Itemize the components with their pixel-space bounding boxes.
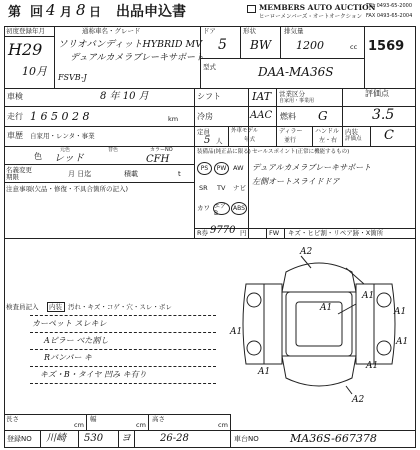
r-ticket-value: 9770	[210, 225, 236, 236]
ac-value: AAC	[250, 110, 273, 121]
header-round-label: 回	[30, 5, 44, 20]
equip-tv: TV	[217, 184, 226, 192]
damage-mark: A1	[320, 303, 333, 313]
length-label: 長さ	[6, 415, 19, 423]
handle-label: ハンドル	[315, 128, 340, 135]
capacity-unit: 人	[216, 137, 223, 145]
loaded-label: 積載	[124, 170, 138, 178]
interior-sub: 評価点	[345, 136, 362, 142]
scratch-note: キズ・ヒビ割・リペア跡・X箇所	[288, 229, 384, 237]
reg-label: 登録NO	[7, 435, 32, 443]
header-month-unit: 月	[60, 5, 73, 19]
interior-value: C	[384, 128, 394, 143]
reg-plate: 26-28	[160, 433, 189, 444]
equip-sr: SR	[199, 184, 208, 192]
mileage-value: 1 6 5 0 2 8	[30, 110, 90, 123]
frame-value: FSVB-J	[58, 73, 87, 82]
history-options: 自家用・レンタ・事業	[30, 132, 95, 140]
damage-mark: A2	[300, 247, 313, 257]
reg-kana: ヨ	[121, 433, 131, 444]
damage-mark: A1	[396, 337, 409, 347]
header-month-value: 4	[46, 1, 56, 19]
inspector-options: 汚れ・キズ・コゲ・穴・スレ・ボレ	[68, 303, 172, 311]
mileage-unit: km	[168, 115, 179, 123]
equipment-grid	[197, 162, 247, 226]
doors-value: 5	[218, 37, 227, 53]
first-reg-year: H29	[8, 40, 43, 59]
handle-value: 左・右	[319, 137, 338, 144]
chassis-value: MA36S-667378	[290, 432, 377, 445]
shift-value: IAT	[252, 90, 272, 103]
shape-value: BW	[250, 38, 272, 52]
company-fax: FAX 0493-65-2004	[366, 13, 413, 19]
equipment-label: 装備品(純正品に限る)	[197, 149, 251, 155]
reg-number: 530	[84, 433, 104, 444]
color-code-value: CFH	[146, 154, 170, 165]
color-change-label: 替色	[108, 147, 119, 153]
color-code-label: カラーNO	[150, 147, 173, 153]
inspection-value: 8 年 10 月	[100, 91, 149, 102]
damage-mark: A1	[366, 361, 379, 371]
shift-label: シフト	[197, 92, 221, 101]
ac-label: 冷房	[197, 112, 213, 121]
equip-leather: カワ	[197, 204, 210, 212]
height-label: 高さ	[152, 415, 165, 423]
length-unit: cm	[74, 421, 84, 429]
rating-value: 3.5	[372, 107, 395, 123]
interior-label: 内装	[345, 128, 358, 136]
model-value-2: デュアルカメラブレーキサポート	[70, 53, 205, 63]
fuel-label: 燃料	[280, 112, 296, 121]
sales-point-label: セールスポイント(正常に機能するもの)	[252, 149, 350, 155]
color-value: レッド	[54, 153, 84, 164]
equip-airbag: エアB	[213, 202, 230, 215]
equip-ps: PS	[197, 162, 212, 175]
lot-number: 1569	[368, 39, 405, 54]
width-label: 幅	[90, 415, 97, 423]
equip-aw: AW	[233, 164, 244, 172]
header-day-value: 8	[76, 1, 86, 19]
inspector-note-4: キズ・B・タイヤ 凹み キ有り	[40, 370, 147, 379]
damage-mark: A1	[258, 367, 271, 377]
dealer-label: ディラー	[279, 128, 303, 135]
sales-point-1: デュアルカメラブレーキサポート	[252, 163, 372, 172]
history-label: 車歴	[7, 131, 23, 140]
inspector-note-1: カーペット スレキレ	[32, 319, 107, 328]
loaded-unit: t	[178, 170, 181, 178]
chassis-label: 車台NO	[234, 435, 259, 443]
inspector-interior-label: 内装	[49, 303, 62, 311]
inspector-label: 検査員記入	[6, 303, 39, 311]
inspection-label: 車検	[7, 92, 23, 101]
width-unit: cm	[136, 421, 146, 429]
capacity-label: 定員	[197, 128, 210, 136]
sales-point-2: 左側オートスライドドア	[252, 177, 340, 186]
model-label: 通称車名・グレード	[82, 27, 141, 35]
company-logo-icon	[247, 5, 256, 13]
first-reg-label: 初度登録年月	[6, 27, 45, 35]
model-value: ソリオバンディットHYBRID MV	[58, 39, 203, 50]
damage-mark: A1	[394, 307, 407, 317]
dealer-value: 並行	[284, 137, 297, 144]
fuel-value: G	[318, 109, 328, 123]
damage-mark: A1	[230, 327, 243, 337]
fw-label: FW	[269, 229, 280, 237]
company-kana: ヒーローメンバーズ・オートオークション	[259, 14, 363, 20]
r-ticket-unit: 円	[240, 229, 247, 237]
capacity-value: 5	[204, 135, 211, 146]
form-round-prefix: 第	[8, 5, 22, 20]
company-name: MEMBERS AUTO AUCTION	[259, 3, 376, 12]
r-ticket-label: R券	[197, 229, 209, 237]
exterior-model-options: 年式	[244, 137, 256, 143]
first-reg-month: 10月	[22, 65, 47, 78]
type-label: 型式	[203, 63, 216, 71]
damage-mark: A2	[352, 395, 365, 405]
cancel-label: 名義変更期限	[6, 166, 32, 182]
grade-class-sub: 自家用・事業用	[279, 98, 315, 104]
type-value: DAA-MA36S	[258, 65, 334, 79]
company-tel: TEL 0493-65-2000	[366, 3, 413, 9]
equip-abs: ABS	[231, 202, 247, 215]
exterior-model-label: 外車モデル	[231, 128, 259, 134]
header-day-unit: 日	[89, 5, 102, 19]
color-original-label: 元色	[60, 147, 71, 153]
displacement-unit: cc	[350, 43, 358, 51]
inspector-note-3: Rバンパー キ	[44, 353, 93, 362]
notes-label: 注意事項(欠品・修復・不具合箇所の記入)	[6, 185, 129, 193]
mileage-label: 走行	[7, 112, 23, 121]
inspector-note-2: Aピラー べた割し	[44, 336, 109, 345]
displacement-label: 排気量	[284, 27, 304, 35]
equip-navi: ナビ	[233, 184, 246, 192]
doors-label: ドア	[203, 27, 216, 35]
height-unit: cm	[218, 421, 228, 429]
damage-mark: A1	[362, 291, 375, 301]
grade-class-label: 営業区分	[279, 90, 305, 98]
shape-label: 形状	[243, 27, 256, 35]
rating-label: 評価点	[365, 89, 389, 98]
equip-pw: PW	[214, 162, 229, 175]
form-title: 出品申込書	[116, 4, 186, 20]
color-label: 色	[34, 152, 42, 161]
vehicle-damage-diagram	[226, 244, 412, 406]
displacement-value: 1200	[296, 39, 324, 52]
reg-city: 川崎	[46, 433, 66, 444]
cancel-date: 月 日迄	[68, 170, 92, 178]
